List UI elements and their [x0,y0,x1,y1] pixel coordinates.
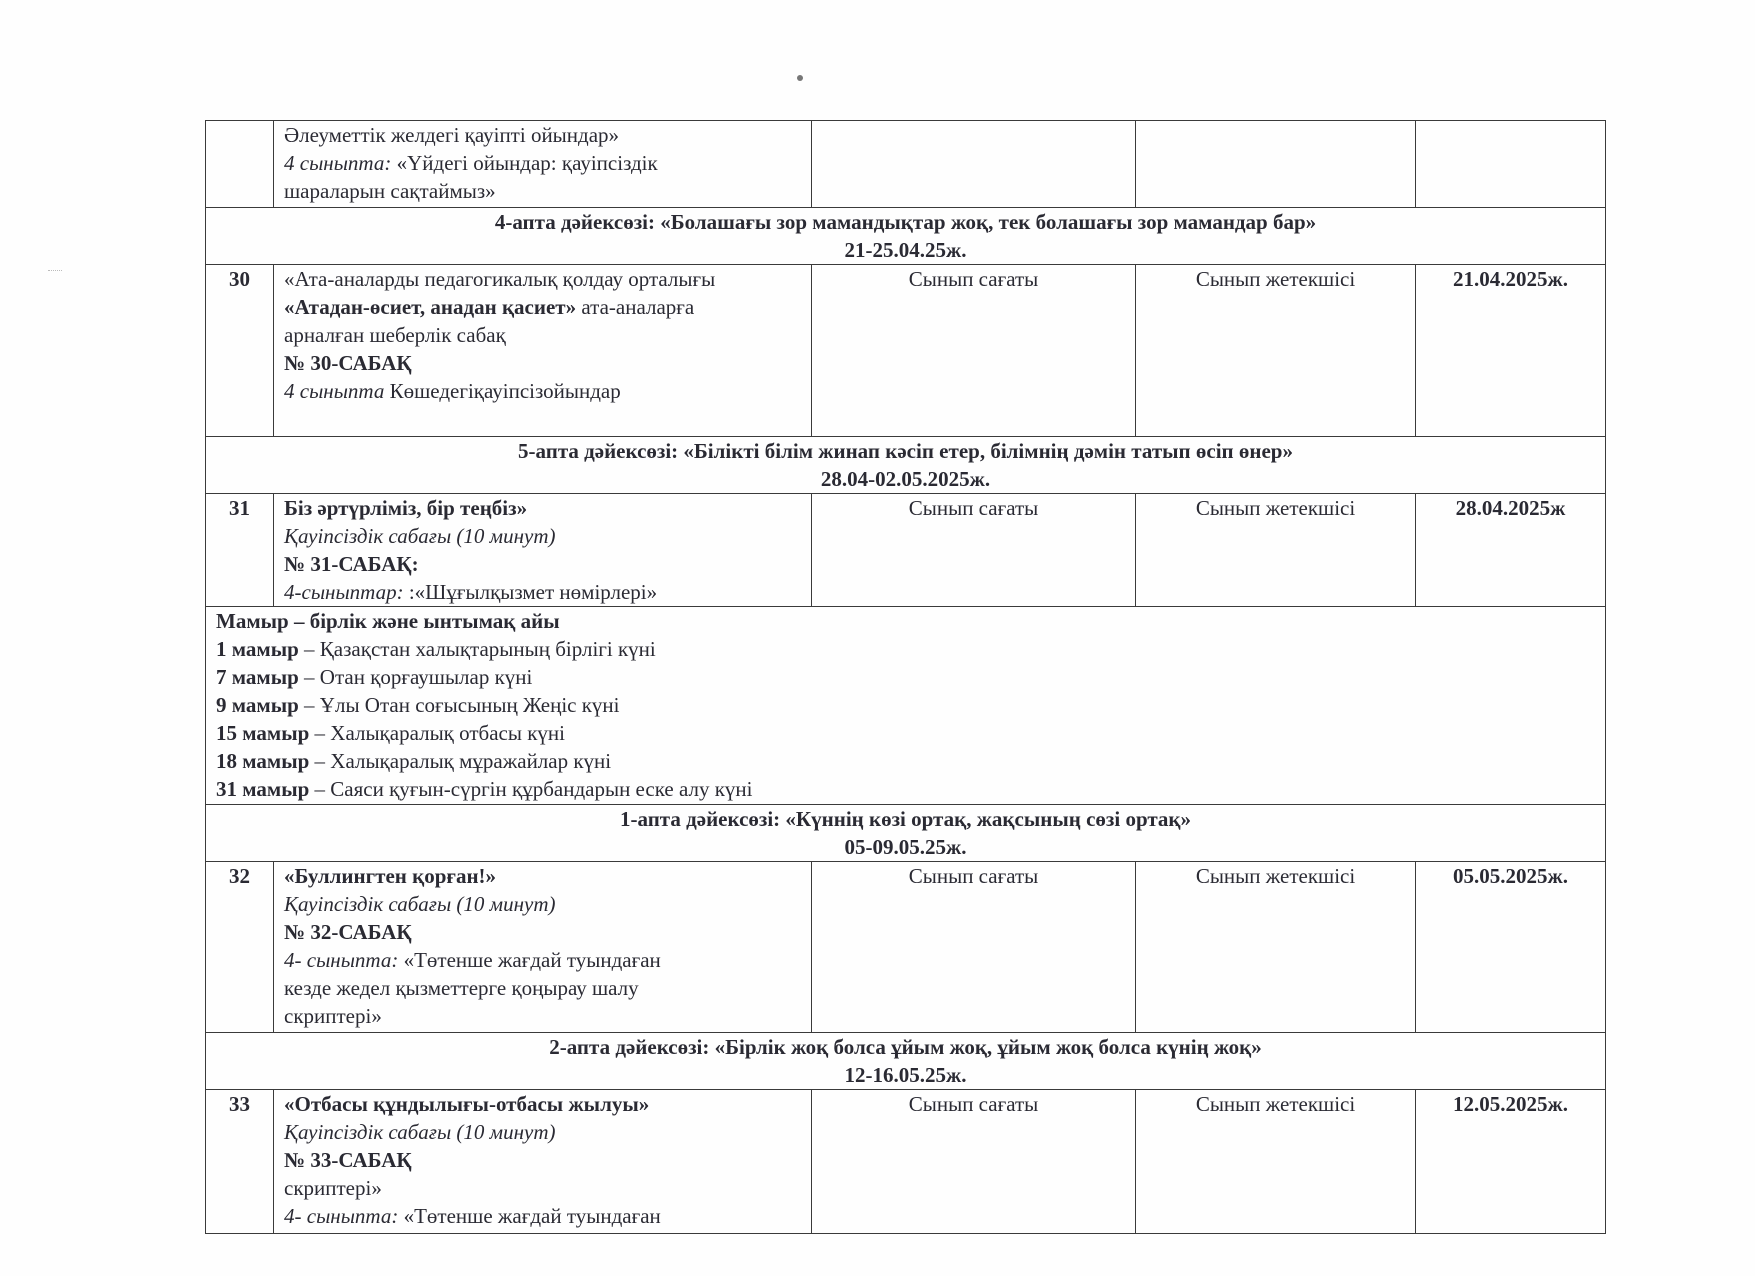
holiday-item [216,747,1595,775]
grade-text: «Үйдегі ойындар: қауіпсіздік [391,151,658,175]
topic-text: ата-аналарға [576,295,695,319]
topic-title: «Буллингтен қорған!» [284,864,497,888]
topic-subtitle: Қауіпсіздік сабағы (10 минут) [284,1120,556,1144]
topic-line [284,293,801,321]
topic-subtitle: Қауіпсіздік сабағы (10 минут) [284,892,556,916]
responsible-cell: Сынып жетекшісі [1136,494,1416,607]
week-motto: 5-апта дәйексөзі: «Білікті білім жинап кәсіп етер, білімнің дәмін татып өсіп өнер» [518,439,1293,463]
topic-line: Әлеуметтік желдегі қауіпті ойындар» [284,123,620,147]
month-title: Мамыр – бірлік және ынтымақ айы [216,609,560,633]
topic-title: Біз әртүрліміз, бір теңбіз» [284,496,528,520]
week-motto-row [206,1033,1606,1090]
topic-cell [274,1090,812,1234]
row-number [206,121,274,208]
topic-line: шараларын сақтаймыз» [284,179,496,203]
form-cell: Сынып сағаты [812,1090,1136,1234]
topic-line: «Ата-аналарды педагогикалық қолдау орталығы [284,267,716,291]
week-dates: 28.04-02.05.2025ж. [820,467,991,491]
grade-label: 4 сыныпта [284,379,385,403]
row-number: 32 [206,862,274,1033]
topic-grade-line [284,1202,801,1230]
topic-line: скриптері» [284,1004,382,1028]
topic-subtitle: Қауіпсіздік сабағы (10 минут) [284,524,556,548]
grade-text: Көшедегіқауіпсізойындар [384,379,621,403]
holiday-text: – Халықаралық мұражайлар күні [309,749,612,773]
topic-cell [274,494,812,607]
lesson-number: № 30-САБАҚ [284,351,412,375]
grade-text: :«Шұғылқызмет нөмірлері» [403,580,658,604]
week-motto: 1-апта дәйексөзі: «Күннің көзі ортақ, жақсының сөзі ортақ» [619,807,1192,831]
responsible-cell [1136,121,1416,208]
lesson-number: № 33-САБАҚ [284,1148,412,1172]
grade-label: 4- сыныпта: [284,1204,399,1228]
plan-table [205,120,1606,1234]
holiday-text: – Отан қорғаушылар күні [298,665,533,689]
holiday-date: 7 мамыр [216,665,299,689]
lesson-number: № 32-САБАҚ [284,920,412,944]
date-cell: 21.04.2025ж. [1416,265,1606,437]
month-row [206,607,1606,805]
motto-cell [206,805,1606,862]
week-dates: 12-16.05.25ж. [844,1063,967,1087]
month-cell [206,607,1606,805]
lesson-number: № 31-САБАҚ: [284,552,419,576]
form-cell: Сынып сағаты [812,494,1136,607]
grade-label: 4 сыныпта: [284,151,392,175]
grade-label: 4- сыныпта: [284,948,399,972]
row-number: 33 [206,1090,274,1234]
motto-cell [206,208,1606,265]
topic-grade-line [284,946,801,974]
week-motto: 2-апта дәйексөзі: «Бірлік жоқ болса ұйым жоқ, ұйым жоқ болса күнің жоқ» [549,1035,1262,1059]
topic-title: «Отбасы құндылығы-отбасы жылуы» [284,1092,650,1116]
responsible-cell: Сынып жетекшісі [1136,265,1416,437]
topic-line: кезде жедел қызметтерге қоңырау шалу [284,976,639,1000]
holiday-text: – Қазақстан халықтарының бірлігі күні [298,637,656,661]
responsible-cell: Сынып жетекшісі [1136,1090,1416,1234]
week-dates: 05-09.05.25ж. [844,835,967,859]
form-cell: Сынып сағаты [812,862,1136,1033]
week-motto-row [206,805,1606,862]
holiday-item [216,775,1595,803]
holiday-date: 15 мамыр [216,721,310,745]
topic-line: скриптері» [284,1176,382,1200]
date-cell: 05.05.2025ж. [1416,862,1606,1033]
topic-cell [274,121,812,208]
table-row [206,1090,1606,1234]
scan-mark [48,270,62,274]
topic-grade-line [284,149,801,177]
scan-dot [797,75,803,81]
topic-line: арналған шеберлік сабақ [284,323,506,347]
week-motto-row [206,437,1606,494]
topic-title: «Атадан-өсиет, анадан қасиет» [284,295,577,319]
holiday-item [216,719,1595,747]
holiday-date: 1 мамыр [216,637,299,661]
grade-label: 4-сыныптар: [284,580,404,604]
form-cell: Сынып сағаты [812,265,1136,437]
holiday-date: 31 мамыр [216,777,310,801]
table-row [206,494,1606,607]
row-number: 31 [206,494,274,607]
holiday-date: 18 мамыр [216,749,310,773]
row-number: 30 [206,265,274,437]
topic-cell [274,265,812,437]
table-row [206,862,1606,1033]
holiday-date: 9 мамыр [216,693,299,717]
topic-grade-line [284,377,801,405]
holiday-text: – Халықаралық отбасы күні [309,721,565,745]
holiday-text: – Саяси қуғын-сүргін құрбандарын еске алу күні [309,777,753,801]
form-cell [812,121,1136,208]
holiday-item [216,691,1595,719]
week-motto-row [206,208,1606,265]
topic-cell [274,862,812,1033]
date-cell: 28.04.2025ж [1416,494,1606,607]
holiday-item [216,663,1595,691]
responsible-cell: Сынып жетекшісі [1136,862,1416,1033]
holiday-item [216,635,1595,663]
table-row [206,265,1606,437]
grade-text: «Төтенше жағдай туындаған [398,948,661,972]
table-row [206,121,1606,208]
motto-cell [206,437,1606,494]
holiday-text: – Ұлы Отан соғысының Жеңіс күні [298,693,620,717]
date-cell [1416,121,1606,208]
week-dates: 21-25.04.25ж. [844,238,967,262]
date-cell: 12.05.2025ж. [1416,1090,1606,1234]
topic-grade-line [284,578,801,606]
week-motto: 4-апта дәйексөзі: «Болашағы зор мамандықтар жоқ, тек болашағы зор мамандар бар» [494,210,1317,234]
grade-text: «Төтенше жағдай туындаған [398,1204,661,1228]
motto-cell [206,1033,1606,1090]
